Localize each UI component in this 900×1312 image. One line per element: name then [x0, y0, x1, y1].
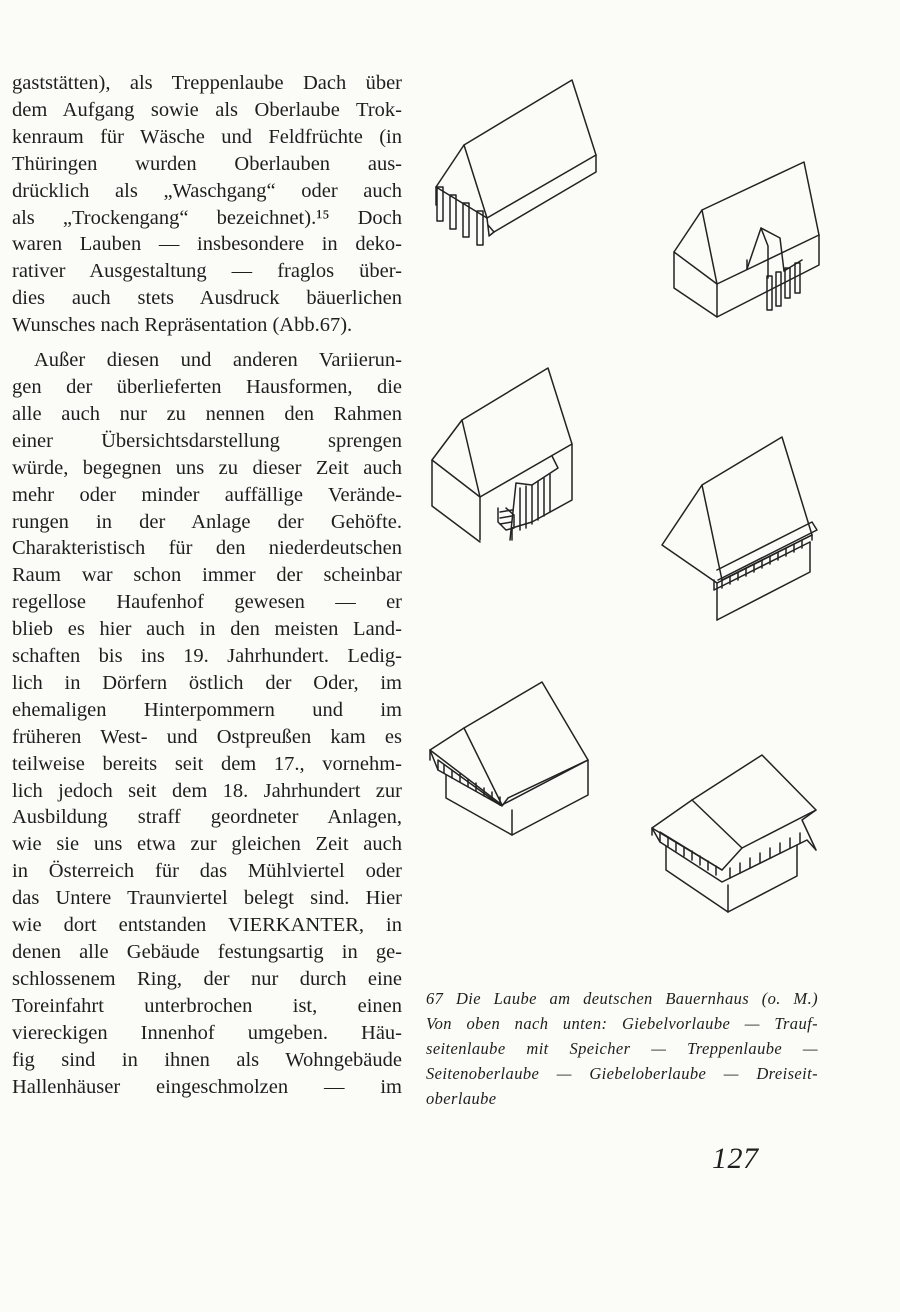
text-line: Wunsches nach Repräsentation (Abb.67).	[12, 314, 353, 337]
figure-svg	[412, 60, 852, 960]
text-line: einer Übersichtsdarstellung sprengen	[12, 429, 402, 452]
text-line: dies auch stets Ausdruck bäuerlichen	[12, 287, 402, 310]
text-line: das Untere Traunviertel belegt sind. Hier	[12, 887, 402, 910]
text-line: blieb es hier auch in den meisten Land-	[12, 618, 402, 641]
text-line: Außer diesen und anderen Variierun-	[34, 349, 402, 372]
text-line: alle auch nur zu nennen den Rahmen	[12, 402, 402, 425]
text-line: Ausbildung straff geordneter Anlagen,	[12, 806, 402, 829]
text-line: schlossenem Ring, der nur durch eine	[12, 967, 402, 990]
caption-line: oberlaube	[426, 1089, 497, 1108]
text-line: Hallenhäuser eingeschmolzen — im	[12, 1075, 402, 1098]
text-line: teilweise bereits seit dem 17., vornehm-	[12, 752, 402, 775]
text-line: früheren West- und Ostpreußen kam es	[12, 725, 402, 748]
text-line: wie sie uns etwa zur gleichen Zeit auch	[12, 833, 402, 856]
figure-caption	[426, 986, 818, 1111]
text-line: mehr oder minder auffällige Verände-	[12, 483, 402, 506]
text-line: regellose Haufenhof gewesen — er	[12, 591, 402, 614]
text-line: waren Lauben — insbesondere in deko-	[12, 233, 402, 256]
treppenlaube-house-drawing	[432, 368, 572, 542]
text-line: gen der überlieferten Hausformen, die	[12, 375, 402, 398]
text-line: drücklich als „Waschgang“ oder auch	[12, 179, 402, 202]
text-line: als „Trockengang“ bezeichnet).¹⁵ Doch	[12, 206, 402, 229]
text-line: gaststätten), als Treppenlaube Dach über	[12, 72, 402, 94]
text-line: lich jedoch seit dem 18. Jahrhundert zur	[12, 779, 402, 802]
text-line: dem Aufgang sowie als Oberlaube Trok-	[12, 98, 402, 121]
text-line: in Österreich für das Mühlviertel oder	[12, 860, 402, 883]
text-line: fig sind in ihnen als Wohngebäude	[12, 1048, 402, 1071]
text-line: rativer Ausgestaltung — fraglos über-	[12, 260, 402, 283]
text-line: kenraum für Wäsche und Feldfrüchte (in	[12, 125, 402, 148]
caption-line: seitenlaube mit Speicher — Treppenlaube —	[426, 1039, 818, 1058]
text-line: Charakteristisch für den niederdeutschen	[12, 537, 402, 560]
text-line: viereckigen Innenhof umgeben. Häu-	[12, 1021, 402, 1044]
text-line: denen alle Gebäude festungsartig in ge-	[12, 941, 402, 963]
traufseitenlaube-house-drawing	[674, 162, 819, 317]
text-line: Thüringen wurden Oberlauben aus-	[12, 152, 402, 175]
text-line: würde, begegnen uns zu dieser Zeit auch	[12, 456, 402, 479]
giebelvorlaube-house-drawing	[436, 80, 596, 245]
text-line: schaften bis ins 19. Jahrhundert. Ledig-	[12, 645, 402, 668]
dreiseitoberlaube-house-drawing	[652, 755, 816, 912]
caption-line: Von oben nach unten: Giebelvorlaube — Trauf-	[426, 1014, 818, 1033]
text-line: Toreinfahrt unterbrochen ist, einen	[12, 994, 402, 1017]
seitenoberlaube-house-drawing	[662, 437, 817, 620]
text-line: wie dort entstanden VIERKANTER, in	[12, 914, 402, 937]
page-number: 127	[712, 1142, 759, 1175]
giebeloberlaube-house-drawing	[430, 682, 588, 835]
text-line: rungen in der Anlage der Gehöfte.	[12, 510, 402, 533]
house-drawings-figure	[412, 60, 852, 960]
text-line: Raum war schon immer der scheinbar	[12, 564, 402, 587]
text-line: lich in Dörfern östlich der Oder, im	[12, 671, 402, 694]
caption-line: 67 Die Laube am deutschen Bauernhaus (o. M.)	[426, 989, 818, 1008]
caption-line: Seitenoberlaube — Giebeloberlaube — Dreiseit-	[426, 1064, 818, 1083]
text-line: ehemaligen Hinterpommern und im	[12, 698, 402, 721]
body-text-column	[12, 70, 402, 1100]
